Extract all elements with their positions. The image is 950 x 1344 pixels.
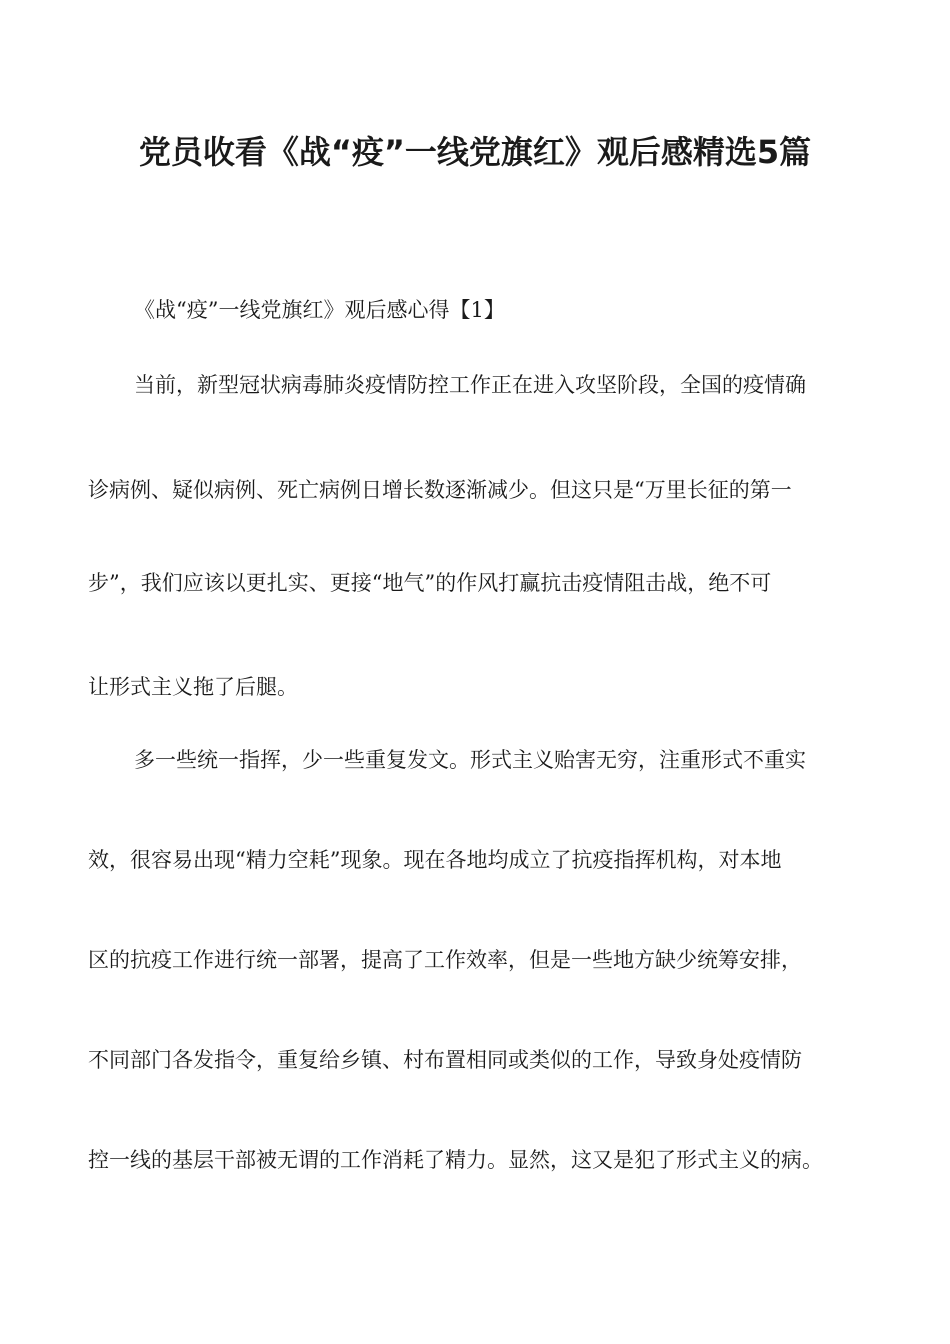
section-heading: 《战“疫”一线党旗红》观后感心得【1】 [134, 298, 505, 322]
paragraph-line: 不同部门各发指令，重复给乡镇、村布置相同或类似的工作，导致身处疫情防 [88, 1048, 802, 1072]
paragraph-line: 诊病例、疑似病例、死亡病例日增长数逐渐减少。但这只是“万里长征的第一 [88, 478, 792, 502]
paragraph-line: 区的抗疫工作进行统一部署，提高了工作效率，但是一些地方缺少统筹安排， [88, 948, 802, 972]
paragraph-line: 多一些统一指挥，少一些重复发文。形式主义贻害无穷，注重形式不重实 [134, 748, 806, 772]
paragraph-line: 效，很容易出现“精力空耗”现象。现在各地均成立了抗疫指挥机构，对本地 [88, 848, 782, 872]
document-title: 党员收看《战“疫”一线党旗红》观后感精选5篇 [138, 133, 812, 171]
paragraph-line: 让形式主义拖了后腿。 [88, 675, 298, 699]
paragraph-line: 控一线的基层干部被无谓的工作消耗了精力。显然，这又是犯了形式主义的病。 [88, 1148, 823, 1172]
paragraph-line: 当前，新型冠状病毒肺炎疫情防控工作正在进入攻坚阶段，全国的疫情确 [134, 373, 806, 397]
paragraph-line: 步”，我们应该以更扎实、更接“地气”的作风打赢抗击疫情阻击战，绝不可 [88, 571, 772, 595]
